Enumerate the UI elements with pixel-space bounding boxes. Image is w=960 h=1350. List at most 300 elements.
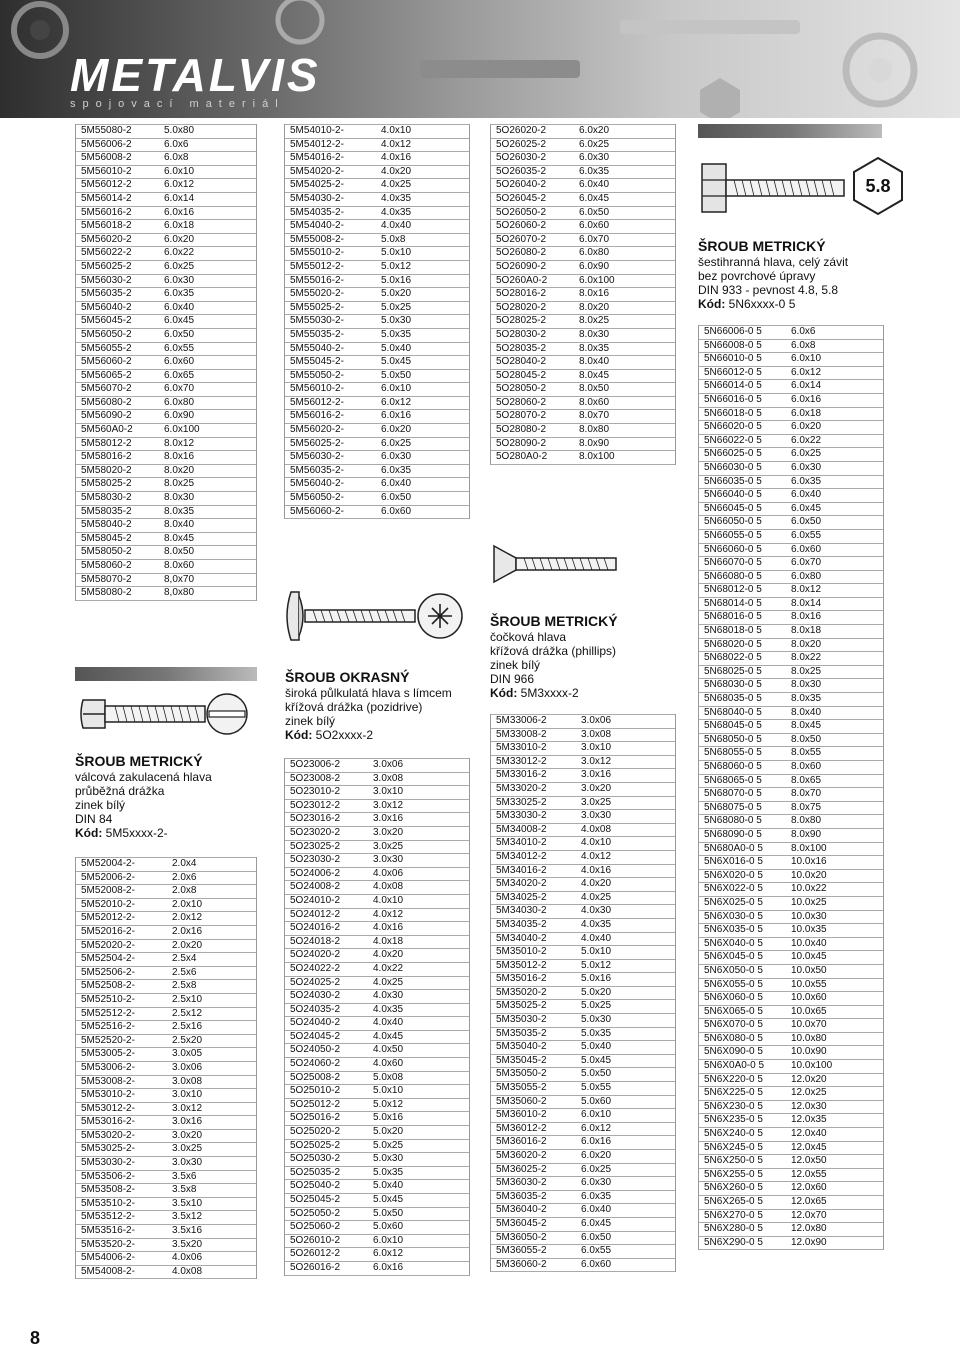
product-size: 4.0x45 (373, 1030, 404, 1042)
table-row (491, 810, 675, 824)
product-code: 5M58025-2 (81, 478, 132, 490)
table-row (76, 166, 256, 180)
product-code: 5M54016-2- (290, 152, 344, 164)
section-din966 (490, 612, 680, 700)
product-size: 8.0x70 (791, 788, 822, 800)
product-size: 2.0x12 (172, 912, 203, 924)
table-row (285, 1208, 469, 1222)
table-row (491, 1191, 675, 1205)
section-title: ŠROUB METRICKÝ (75, 753, 203, 769)
product-code: 5M55008-2- (290, 233, 344, 245)
section-code (698, 297, 918, 311)
table-row (285, 977, 469, 991)
product-code: 5O23006-2 (290, 759, 341, 770)
product-size: 10.0x90 (791, 1046, 827, 1058)
table-row (285, 370, 469, 384)
product-code: 5M35060-2 (496, 1095, 547, 1107)
product-size: 5.0x20 (581, 986, 612, 998)
product-size: 3.0x08 (373, 772, 404, 784)
product-code: 5N66040-0 5 (704, 489, 762, 501)
product-code: 5O24008-2 (290, 881, 341, 893)
product-size: 4.0x08 (581, 823, 612, 835)
code-label: Kód: (698, 297, 726, 311)
product-code: 5M34030-2 (496, 905, 547, 917)
product-code: 5N68018-0 5 (704, 625, 762, 637)
table-row (699, 1006, 883, 1020)
product-code: 5M53516-2- (81, 1225, 135, 1237)
section-title: ŠROUB METRICKÝ (490, 613, 618, 629)
product-code: 5N66035-0 5 (704, 475, 762, 487)
product-size: 6.0x10 (381, 383, 412, 395)
product-code: 5N6X050-0 5 (704, 964, 763, 976)
product-code: 5M53016-2- (81, 1116, 135, 1128)
product-code: 5O25035-2 (290, 1166, 341, 1178)
product-size: 8.0x50 (579, 383, 610, 395)
product-code: 5N68055-0 5 (704, 747, 762, 759)
product-size: 6.0x20 (579, 125, 610, 136)
table-row (76, 872, 256, 886)
section-title: ŠROUB OKRASNÝ (285, 669, 410, 685)
table-row (491, 302, 675, 316)
table-row (76, 912, 256, 926)
product-size: 6.0x18 (164, 220, 195, 232)
product-code: 5O26090-2 (496, 260, 547, 272)
product-code: 5M34012-2 (496, 850, 547, 862)
table-row (285, 1044, 469, 1058)
product-code: 5O25012-2 (290, 1098, 341, 1110)
product-size: 6.0x25 (581, 1163, 612, 1175)
product-size: 2.5x8 (172, 980, 197, 992)
table-row (699, 1074, 883, 1088)
product-size: 6.0x65 (164, 369, 195, 381)
section-code (490, 686, 680, 700)
product-code: 5M52006-2- (81, 871, 135, 883)
column-3 (490, 124, 676, 465)
product-code: 5N6X265-0 5 (704, 1196, 763, 1207)
product-size: 6.0x30 (581, 1177, 612, 1189)
product-code: 5N66008-0 5 (704, 339, 762, 351)
product-code: 5O25010-2 (290, 1085, 341, 1097)
product-size: 8.0x20 (579, 301, 610, 313)
table-row (285, 909, 469, 923)
product-size: 4.0x40 (581, 932, 612, 944)
table-row (491, 1096, 675, 1110)
table-row (76, 356, 256, 370)
table-row (699, 775, 883, 789)
table-row (699, 720, 883, 734)
product-size: 3.0x10 (172, 1089, 203, 1101)
table-row (491, 878, 675, 892)
product-size: 8.0x25 (164, 478, 195, 490)
product-size: 8.0x12 (164, 437, 195, 449)
code-label: Kód: (285, 728, 313, 742)
product-size: 10.0x55 (791, 978, 827, 990)
table-row (699, 476, 883, 490)
product-size: 6.0x25 (579, 138, 610, 150)
product-code: 5M34008-2 (496, 823, 547, 835)
product-code: 5M53008-2- (81, 1075, 135, 1087)
table-row (491, 179, 675, 193)
table-row (285, 1099, 469, 1113)
product-size: 4.0x40 (381, 220, 412, 232)
product-code: 5M56045-2 (81, 315, 132, 327)
table-row (76, 275, 256, 289)
product-size: 8.0x60 (164, 560, 195, 571)
product-size: 8.0x60 (579, 396, 610, 408)
product-size: 6.0x100 (579, 274, 615, 286)
product-code: 5O28090-2 (496, 437, 547, 449)
product-code: 5N68014-0 5 (704, 597, 762, 609)
product-size: 3.5x6 (172, 1170, 197, 1182)
product-size: 5.0x30 (381, 315, 412, 327)
product-size: 10.0x35 (791, 924, 827, 936)
product-size: 6.0x70 (579, 233, 610, 245)
product-code: 5M36045-2 (496, 1217, 547, 1229)
table-row (699, 1142, 883, 1156)
table-row (491, 960, 675, 974)
product-code: 5N6X290-0 5 (704, 1236, 763, 1248)
product-size: 8.0x40 (164, 519, 195, 531)
table-row (285, 465, 469, 479)
table-row (76, 1211, 256, 1225)
product-code: 5O28040-2 (496, 356, 547, 368)
product-code: 5N6X065-0 5 (704, 1005, 763, 1017)
product-code: 5M54025-2- (290, 179, 344, 191)
table-row (76, 315, 256, 329)
table-row (76, 492, 256, 506)
product-code: 5M53025-2- (81, 1143, 135, 1155)
table-row (699, 367, 883, 381)
product-size: 8.0x45 (164, 532, 195, 544)
product-size: 6.0x40 (581, 1204, 612, 1216)
table-row (76, 1157, 256, 1171)
product-size: 5.0x45 (381, 356, 412, 368)
product-code: 5M35035-2 (496, 1027, 547, 1039)
table-row (699, 530, 883, 544)
product-size: 6.0x45 (164, 315, 195, 327)
section-line: široká půlkulatá hlava s límcem (285, 686, 452, 700)
product-size: 4.0x08 (172, 1265, 203, 1277)
column-2-bottom (284, 758, 470, 1276)
table-row (699, 1033, 883, 1047)
product-code: 5N66055-0 5 (704, 529, 762, 541)
product-code: 5O28025-2 (496, 315, 547, 327)
product-size: 8.0x35 (791, 693, 822, 705)
product-size: 10.0x30 (791, 910, 827, 922)
table-row (76, 370, 256, 384)
table-row (699, 911, 883, 925)
table-row (76, 193, 256, 207)
column-1 (75, 124, 257, 601)
table-din933 (698, 325, 884, 1250)
product-size: 6.0x16 (164, 206, 195, 218)
table-row (491, 742, 675, 756)
table-row (285, 478, 469, 492)
product-size: 10.0x50 (791, 964, 827, 976)
product-code: 5O28030-2 (496, 328, 547, 340)
product-size: 12.0x55 (791, 1168, 827, 1180)
product-size: 6.0x16 (381, 410, 412, 422)
product-code: 5N680A0-0 5 (704, 842, 763, 854)
product-size: 6.0x30 (579, 152, 610, 164)
product-size: 12.0x35 (791, 1114, 827, 1126)
product-size: 3.5x12 (172, 1211, 203, 1223)
code-value: 5O2xxxx-2 (315, 728, 374, 742)
product-code: 5M55080-2 (81, 125, 132, 136)
product-size: 12.0x60 (791, 1182, 827, 1194)
product-code: 5M55040-2- (290, 342, 344, 354)
table-row (491, 343, 675, 357)
product-size: 2.5x16 (172, 1021, 203, 1033)
section-line: DIN 84 (75, 812, 113, 826)
product-code: 5M56025-2 (81, 260, 132, 272)
product-size: 3.0x08 (581, 728, 612, 740)
product-size: 8.0x90 (579, 437, 610, 449)
product-size: 3.0x16 (581, 769, 612, 781)
product-code: 5O25045-2 (290, 1194, 341, 1205)
product-code: 5O24030-2 (290, 990, 341, 1002)
product-code: 5N66060-0 5 (704, 543, 762, 555)
product-code: 5M35020-2 (496, 986, 547, 998)
product-size: 8.0x40 (579, 356, 610, 368)
table-row (699, 584, 883, 598)
product-size: 5.0x55 (581, 1082, 612, 1094)
code-value: 5N6xxxx-0 5 (728, 297, 796, 311)
product-size: 8.0x70 (579, 410, 610, 422)
product-size: 6.0x25 (164, 260, 195, 272)
product-code: 5M56014-2 (81, 192, 132, 204)
section-line: průběžná drážka (75, 784, 165, 798)
product-size: 8.0x45 (579, 369, 610, 381)
product-size: 4.0x25 (373, 976, 404, 988)
product-size: 4.0x06 (373, 867, 404, 879)
table-row (76, 397, 256, 411)
brand-tagline: spojovací materiál (70, 98, 285, 110)
product-code: 5O23010-2 (290, 786, 341, 798)
product-code: 5O26050-2 (496, 206, 547, 218)
table-row (285, 758, 469, 773)
product-size: 6.0x12 (381, 396, 412, 408)
table-row (285, 207, 469, 221)
table-row (491, 397, 675, 411)
product-code: 5M54040-2- (290, 220, 344, 232)
product-code: 5O24018-2 (290, 935, 341, 947)
product-size: 5.0x60 (581, 1095, 612, 1107)
product-size: 4.0x35 (373, 1003, 404, 1015)
product-size: 2.0x20 (172, 939, 203, 951)
table-row (699, 747, 883, 761)
product-size: 6.0x60 (581, 1258, 612, 1270)
table-row (491, 892, 675, 906)
product-size: 4.0x06 (172, 1252, 203, 1264)
table-row (285, 288, 469, 302)
product-size: 6.0x80 (579, 247, 610, 259)
product-size: 3.0x16 (172, 1116, 203, 1128)
table-row (285, 1004, 469, 1018)
product-code: 5N6X060-0 5 (704, 992, 763, 1004)
table-row (699, 992, 883, 1006)
okrasny-screw-drawing (285, 586, 465, 646)
product-code: 5O25008-2 (290, 1071, 341, 1083)
product-code: 5M33016-2 (496, 769, 547, 781)
product-code: 5M53510-2- (81, 1197, 135, 1209)
table-row (699, 340, 883, 354)
product-code: 5M35012-2 (496, 959, 547, 971)
product-size: 8.0x75 (791, 801, 822, 813)
product-size: 6.0x60 (381, 505, 412, 517)
product-size: 5.0x08 (373, 1071, 404, 1083)
table-row (491, 1055, 675, 1069)
product-code: 5O26040-2 (496, 179, 547, 191)
product-code: 5O24010-2 (290, 894, 341, 906)
product-code: 5M34016-2 (496, 864, 547, 876)
table-row (76, 533, 256, 547)
section-line: křížová drážka (pozidrive) (285, 700, 423, 714)
product-code: 5N66050-0 5 (704, 516, 762, 528)
product-size: 2.5x4 (172, 953, 197, 965)
table-row (285, 492, 469, 506)
table-row (285, 356, 469, 370)
product-code: 5N6X020-0 5 (704, 869, 763, 881)
table-row (285, 329, 469, 343)
product-code: 5M53512-2- (81, 1211, 135, 1223)
table-row (491, 1164, 675, 1178)
table-row (76, 152, 256, 166)
product-code: 5O25060-2 (290, 1221, 341, 1233)
product-code: 5O23030-2 (290, 854, 341, 866)
product-code: 5M52510-2- (81, 993, 135, 1005)
product-size: 6.0x25 (791, 448, 822, 460)
product-code: 5M56030-2 (81, 274, 132, 286)
product-code: 5M55045-2- (290, 356, 344, 368)
product-size: 8,0x80 (164, 587, 195, 599)
brand-logo (70, 49, 321, 110)
product-size: 6.0x16 (373, 1261, 404, 1273)
product-size: 10.0x40 (791, 937, 827, 949)
table-row (491, 1082, 675, 1096)
table-row (699, 516, 883, 530)
product-code: 5M52506-2- (81, 966, 135, 978)
product-code: 5O23016-2 (290, 813, 341, 825)
product-size: 6.0x20 (581, 1150, 612, 1161)
product-code: 5M53508-2- (81, 1184, 135, 1196)
product-size: 6.0x22 (164, 247, 195, 259)
table-row (76, 124, 256, 139)
product-size: 4.0x18 (373, 935, 404, 947)
table-row (76, 1021, 256, 1035)
product-size: 4.0x16 (381, 152, 412, 164)
product-code: 5N68016-0 5 (704, 611, 762, 623)
table-row (699, 394, 883, 408)
product-size: 6.0x25 (381, 437, 412, 449)
table-row (76, 220, 256, 234)
table-row (699, 1210, 883, 1224)
table-row (285, 139, 469, 153)
product-size: 3.5x16 (172, 1225, 203, 1237)
product-size: 6.0x14 (164, 192, 195, 204)
table-row (699, 707, 883, 721)
product-code: 5M52512-2- (81, 1007, 135, 1019)
product-size: 3.0x06 (172, 1061, 203, 1073)
product-code: 5M34040-2 (496, 932, 547, 944)
table-row (699, 435, 883, 449)
table-row (285, 438, 469, 452)
product-code: 5N68070-0 5 (704, 788, 762, 800)
table-row (76, 1225, 256, 1239)
table-row (285, 152, 469, 166)
product-size: 6.0x40 (791, 489, 822, 501)
product-size: 4.0x20 (381, 165, 412, 177)
product-size: 4.0x16 (581, 864, 612, 876)
product-code: 5N6X260-0 5 (704, 1182, 763, 1194)
product-size: 3.0x25 (581, 796, 612, 808)
product-size: 2.0x4 (172, 858, 197, 869)
table-row (76, 1198, 256, 1212)
product-size: 8.0x35 (164, 505, 195, 517)
product-size: 6.0x10 (373, 1234, 404, 1246)
table-row (285, 827, 469, 841)
product-size: 5.0x35 (581, 1027, 612, 1039)
table-row (699, 979, 883, 993)
table-row (491, 1000, 675, 1014)
product-code: 5N6X240-0 5 (704, 1128, 763, 1140)
table-row (491, 1259, 675, 1273)
product-code: 5N6X220-0 5 (704, 1073, 763, 1085)
column-3-bottom (490, 714, 676, 1272)
table-row (76, 1184, 256, 1198)
product-code: 5M55030-2- (290, 315, 344, 327)
table-row (699, 761, 883, 775)
table-row (491, 166, 675, 180)
column-4 (698, 325, 884, 1250)
product-size: 6.0x14 (791, 380, 822, 392)
table-row (285, 247, 469, 261)
product-code: 5O25016-2 (290, 1112, 341, 1124)
table-row (285, 773, 469, 787)
table-row (699, 897, 883, 911)
table-row (699, 802, 883, 816)
product-size: 6.0x12 (164, 179, 195, 191)
table-row (491, 987, 675, 1001)
product-size: 8.0x16 (164, 451, 195, 463)
product-size: 8.0x16 (579, 288, 610, 300)
product-size: 8.0x20 (791, 638, 822, 650)
product-code: 5N6X230-0 5 (704, 1100, 763, 1112)
table-row (491, 329, 675, 343)
product-code: 5O23012-2 (290, 799, 341, 811)
product-size: 6.0x35 (791, 475, 822, 487)
product-code: 5O24020-2 (290, 949, 341, 961)
table-din84-continued (75, 124, 257, 601)
table-row (285, 1194, 469, 1208)
product-code: 5M55035-2- (290, 328, 344, 340)
table-row (491, 769, 675, 783)
product-size: 6.0x60 (791, 543, 822, 555)
table-row (699, 734, 883, 748)
table-row (76, 980, 256, 994)
product-size: 5.0x50 (381, 369, 412, 381)
product-size: 6.0x16 (791, 393, 822, 405)
product-code: 5N66018-0 5 (704, 407, 762, 419)
product-code: 5M56010-2- (290, 383, 344, 395)
product-code: 5M33010-2 (496, 742, 547, 754)
table-row (285, 343, 469, 357)
table-row (491, 797, 675, 811)
section-line: DIN 966 (490, 672, 535, 686)
product-size: 3.0x30 (581, 810, 612, 822)
table-row (491, 1028, 675, 1042)
table-row (76, 139, 256, 153)
